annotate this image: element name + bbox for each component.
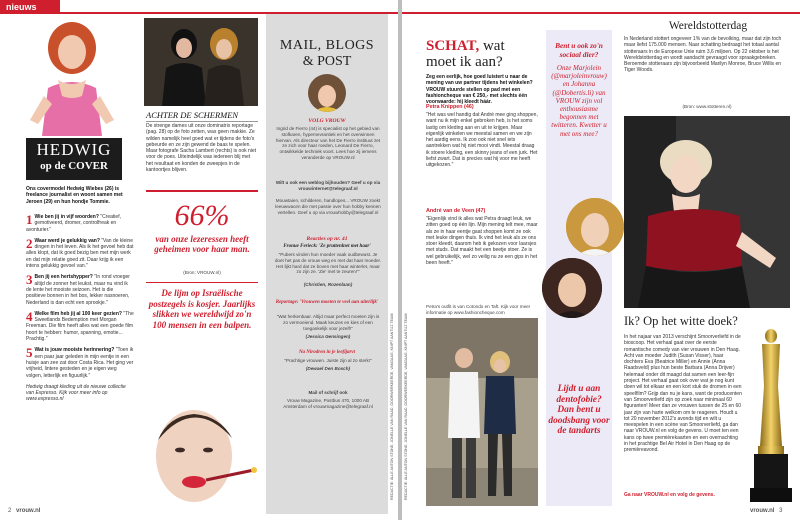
vertical-credits-right: REDACTIE: ALLE ANTON STONE, JONELLE VAN RAAD, DOORWERKEERDE, VANDAAG, KNIPT AANTIJZ TEAM [404, 313, 408, 500]
reaction-3-title: Na Nirodren in je leefijarvt [298, 350, 356, 355]
twitter-portrait-1 [566, 198, 624, 256]
lipstick-face-photo [150, 400, 258, 506]
screen-title: Ik? Op het witte doek? [624, 314, 738, 328]
stat-number: 66% [174, 199, 230, 232]
cover-question-1 [26, 214, 134, 233]
outfit-note: Hedwig draagt kleding uit de nieuwe collectie van Expresso. Kijk voor meer info op www.expresso.nl [26, 383, 126, 403]
fashion-intro: Zeg een eerlijk, hoe goed luistert u naar de mening van uw partner tijdens het winkelen? VROUW stuurde stellen op pad met een fashioncheque van € 250,- met slechts één voorwaarde: hij kleedt háár. [426, 74, 533, 106]
question-number: 4 [26, 310, 33, 324]
cover-title [26, 138, 122, 180]
stat-source-rule [146, 282, 258, 283]
answer-text: "Van de kleine dingen in het leven. Als ik het gevoel heb dat alles klopt, dat ik goed bezig ben met mijn werk en dat mijn relatie goed zit. Daar krijg ik een intens gelukkig gevoel van." [26, 237, 134, 270]
person2-text: "Eigenlijk vind ik alles wat Petra draagt leuk, we zitten goed op één lijn. Mijn mening telt mee, maar als ze in haar eentje gaat shoppen komt ze ook met leuke dingen thuis. Ik vind het leuk als ze ons stoer kleedt, daarom heb ik gekozen voor laarsjes met studs. Dat maakt het een beetje stoer. Ze is wel gebruikelijk, wel zo veilig nu ze een gips in het been heeft." [426, 216, 538, 267]
section-tab: nieuws [0, 0, 60, 14]
reaction-2-title: Reportage: 'Vrouwen moeten te veel aan uiterlijk' [275, 300, 379, 305]
cover-question-5 [26, 347, 134, 378]
right-top-rule [402, 12, 800, 14]
answer-text: "Creatief, gemotiveerd, dromer, controlfreak en avonturier." [26, 214, 121, 233]
dentofobie-text: Lijdt u aan dentofobie? Dan bent u doodsbang voor de tandarts [548, 384, 610, 437]
cover-model-photo [22, 18, 122, 136]
question-number: 2 [26, 237, 33, 251]
oscar-statuette [748, 326, 794, 506]
stat-caption: van onze lezeressen heeft geheimen voor haar man. [154, 234, 250, 254]
fashion-caption: Petra's outfit is van Cotondo en Taft. Kijk voor meer informatie op www.fashioncheque.com [426, 304, 531, 315]
marilyn-photo [624, 116, 790, 308]
cover-title-line2: op de COVER [40, 160, 108, 172]
right-page-brand: vrouw.nl [750, 508, 775, 514]
behind-title: ACHTER DE SCHERMEN [146, 110, 258, 122]
answer-text: "The Sweetlands Bedemption met Morgan Freeman. Die film heeft alles wat een goede film hoort te hebben: humor, spanning, emotie... Prachtig." [26, 310, 134, 343]
screen-text: In het najaar van 2013 verschijnt Smoorverliefd in de bioscoop. Het verhaal gaat over de eerste romantische comedy van vier vrouwen in Den Haag. Acht van moeder Judith (Susan Visser), haar dochters Eva (Beatrice Miller) en Annie (Anna Raadsveld) plus hun beste Barbara (Anna Drijver) helemaal onder dit maagd dat samen een leer-fijn project. Het verhaal gaat ook over wat je nog kunt doen wil tot elkaar en een kort stuk de dromen in een speelfilm? Grijp dan nu je kans, want de producenten van Smoorverliefd zijn op zoek naar minimaal 60 figuranten! Meer dan ze vrouwen tussen de 25 en 60 jaar zijn van harte welkom om te reageren. Houdt u tot 20 november 2012's avonds tijd en wilt u meespelen in een scène van Smoorverliefd, ga dan naar VROUW.nl en volg de gevens. U moet ten een kans op twee premièrekaarten en een overnachting in het prachtige Bel Air Hotel in Den Haag op de premièreavond. [624, 334, 742, 454]
dominatrix-photo [144, 18, 258, 106]
reaction-2: "Wat herkenbaar. Altijd maar perfect moeten zijn is zo vermoeiend. Maak keuzes en kies of een toegankelijk voor jezelf!" [276, 314, 380, 331]
social-question: Bent u ook zo'n sociaal dier? [555, 41, 603, 59]
person1-text: "Het was wel handig dat André mee ging shoppen, want nu ik mijn enkel gebroken heb, is het soms lastig om kleding aan en uit te krijgen. Maar eigenlijk winkelen we meestal samen en we zijn het aardig eens. Ik zoo ook niet snel iets aantrekken wat hij niet mooi vindt. Meestal draag ik stoere kleding, een skinny jeans of een jurk. Het liefst zwart. Dat is precies wat hij voor me heeft uitgekozen." [426, 112, 538, 169]
fact-quote: De lijm op Israëlische postzegels is kosjer. Jaarlijks slikken we wereldwijd zo'n 100 mensen in een balpen. [148, 288, 256, 330]
reactions-title: Reacties op nr. 41 [306, 236, 348, 242]
reactions-subtitle: Fronue Ferieck: 'Ze pruttenlnet met haar' [283, 244, 371, 249]
twitter-portrait-2 [542, 258, 602, 318]
cover-question-4 [26, 311, 134, 342]
cover-question-3 [26, 274, 134, 305]
stat-divider [146, 190, 258, 192]
question-number: 3 [26, 274, 33, 288]
fashion-title-line2: moet ik aan? [426, 54, 503, 70]
answer-text: "In rond vroeger altijd de zonner het leukst, maar nu vind ik de lente het mooiste seizoen. Het is die positieve bonnen in het bos, lekker nasnoeren, Nederland is dan echt een sprookje." [26, 274, 130, 306]
reaction-1-author: (Christien, Rozenlaan) [303, 282, 353, 287]
person1-name: Petra Knippen (46) [426, 104, 474, 110]
mail-subtitle: VOLG VROUW [308, 118, 346, 124]
reaction-3: "Prachtige vrouwen. Juiste zijn al zo sterk!" [284, 358, 372, 363]
question-text: Wat is jouw mooiste herinnering? [34, 347, 115, 354]
mail-title-line1: MAIL, BLOGS [279, 38, 375, 53]
columnist-portrait [308, 74, 346, 112]
screen-cta[interactable]: Ga naar VROUW.nl en volg de gevens. [624, 492, 715, 498]
right-page [402, 0, 800, 520]
stat-source: (Bron: VROUW.nl) [183, 270, 221, 275]
left-page [0, 0, 398, 520]
vertical-credits: REDACTIE: ALLE ANTON STONE, JONELLE VAN RAAD, DOORWERKEERDE, VANDAAG, KNIPT AANTIJZ TEAM [390, 313, 394, 500]
couple-photo [426, 318, 538, 506]
cover-questions [26, 214, 134, 403]
question-text: Ben jij een hertshypper? [34, 274, 93, 281]
right-page-number-value: 3 [779, 508, 783, 514]
left-page-brand: vrouw.nl [16, 508, 41, 514]
fashion-title-line1 [426, 38, 546, 54]
stotter-source: (Bron: www.stotteren.nl) [682, 104, 732, 109]
mail-intro: Ingrid de Fierro (44) is specialist op het gebied van stofkaren, hypernevrantiek en het overwinnen hiervan. Als directeur van het De Fierro instituut zet ze zich voor haar roeden, Leonard De Fierro, ontwikkelde techniek voort. Lees hoe zij iemens veranderde op VROUW.nl [275, 126, 381, 160]
mail-title-line2: & POST [302, 54, 352, 69]
behind-text: De strenge dames uit onze dominatrix reportage (pag. 28) op de foto zetten, was geen makkie. Ze wilden namelijk heel goed wat er tijdens de foto's gebeurde en ze zijn gewend de baas te spelen. Maar fotografe Sacha Lambert (rechts) is ook niet voor de poes. Uiteindelijk was iedereen blij met het resultaat en konden de zweepjes in de kantoortjes blijven. [146, 123, 257, 174]
social-names: Onze Marjolein (@marjoleinvrouw) en Johanna (@Dobertis.li) van VROUW zijn vol enthousiasme begonnen met twitteren. Kwetter u met ons mee? [551, 64, 607, 138]
question-text: Wie ben jij in vijf woorden? [34, 214, 99, 220]
address-text[interactable]: Vrouw Magazine, Postbus 470, 1000 AB Amsterdam of vrouwmagazine@telegraaf.nl [283, 398, 373, 409]
mail-extra: Mouwtaien, schilderen, handlopes... VROUW zoekt leeuwwacen die met passie over hun hobby kennen vertellen. Geef u op via vrouwhobby@telegraaf.nl [275, 198, 381, 215]
fashion-title-word1: SCHAT, [426, 38, 480, 54]
fashion-title-word2: wat [482, 38, 505, 54]
cover-intro: Ons covermodel Hedwig Wiebes (26) is freelance journalist en woont samen met Jeroen (29) en hun hondje Tommie. [26, 186, 123, 205]
reaction-3-author: (Dewael Den Bosch) [305, 366, 351, 371]
question-text: Welke film heb jij al 100 keer gezien? [34, 310, 122, 317]
right-page-number [750, 508, 782, 514]
question-number: 5 [26, 347, 33, 361]
cover-title-line1: HEDWIG [36, 140, 112, 159]
question-number: 1 [26, 214, 33, 227]
reaction-2-author: (Jessica Gensingen) [305, 334, 351, 339]
reaction-1: "Pubers vinden hun moeder vaak oudbewust. Je doet het pas de vrouw weg en met dat haar moeder. Het lijkt hard dat ze boven met haar winterlet, maar zo zijn ze. 'Zie' met te zeuren!'" [274, 252, 382, 275]
mail-cta[interactable]: Wilt u ook een weblog bijhouden? Geef u op via vrouwinternet@telegraaf.nl [275, 180, 381, 191]
stotter-text: In Nederland stottert ongeveer 1% van de bevolking, maar dat zijn toch maar liefst 175.000 mensen. Naar schatting bedraagt het totaal aantal stotteraars in de Europese Unie ruim 3,6 miljoen. Op 22 oktober is het Wereldstotterdag en wordt aandacht gevraagd voor spraakgebreken. Beroemde stotteraars zijn bijvoorbeeld Marilyn Monroe, Bruce Willis en Tiger Woods. [624, 36, 782, 74]
answer-text: "Toen ik een paar jaar geleden in mijn eentje in een huisje aan zee zat door Costa Rica. Het ging ver vrijheid, lintere gesteden en je eigen weg volgen, letterlijk en figuurlijk." [26, 347, 134, 379]
left-page-number-value: 2 [8, 508, 12, 514]
address-title: Mail of schrijf ook [308, 390, 348, 395]
question-text: Waar werd je gelukkig van? [34, 237, 100, 244]
stotter-title: Wereldstotterdag [668, 20, 748, 32]
cover-question-2 [26, 238, 134, 269]
section-rule [60, 0, 398, 14]
left-page-number [8, 508, 40, 514]
person2-name: André van de Veen (47) [426, 208, 486, 214]
